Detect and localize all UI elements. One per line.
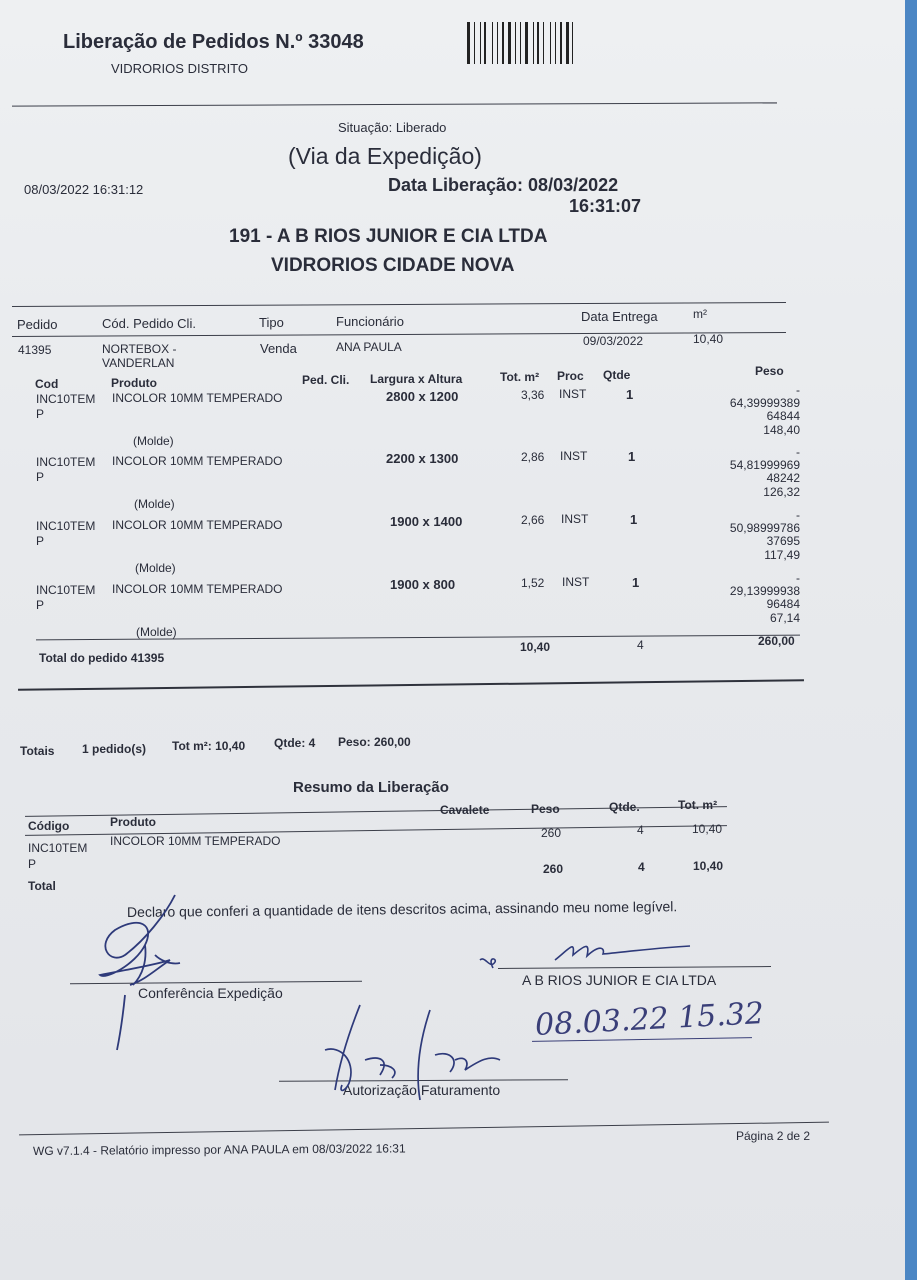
item-tot-m2: 2,86 — [521, 450, 545, 464]
barcode-bar — [494, 22, 495, 64]
col-tipo: Tipo — [259, 315, 284, 330]
item-product: INCOLOR 10MM TEMPERADO — [112, 582, 283, 596]
resumo-col-produto: Produto — [110, 815, 156, 829]
barcode-bar — [566, 22, 569, 64]
order-m2: 10,40 — [693, 332, 724, 346]
totals-qtde: Qtde: 4 — [274, 736, 316, 750]
resumo-row-cod-2: P — [28, 857, 37, 871]
barcode-bar — [472, 22, 473, 64]
item-product: INCOLOR 10MM TEMPERADO — [112, 454, 283, 468]
item-qtde: 1 — [630, 512, 638, 527]
item-qtde: 1 — [628, 449, 636, 464]
resumo-total-qtde: 4 — [638, 860, 645, 874]
col-funcionario: Funcionário — [336, 314, 404, 329]
resumo-row-qtde: 4 — [637, 823, 644, 837]
resumo-total-label: Total — [28, 879, 56, 893]
item-proc: INST — [561, 512, 589, 526]
item-weight-peso3: 148,40 — [763, 423, 800, 437]
order-client-code-2: VANDERLAN — [102, 356, 175, 370]
barcode-bar — [560, 22, 562, 64]
resumo-col-tot-m2: Tot. m² — [678, 798, 718, 812]
item-molde-label: (Molde) — [133, 434, 174, 448]
order-section-end-line — [18, 679, 804, 691]
barcode-bar — [484, 22, 486, 64]
barcode-bar — [570, 22, 571, 64]
barcode-bar — [543, 22, 544, 64]
item-weight-peso3: 126,32 — [763, 485, 800, 499]
item-weight-peso2: 96484 — [766, 597, 800, 611]
printed-timestamp: 08/03/2022 16:31:12 — [24, 182, 144, 197]
resumo-col-cavalete: Cavalete — [440, 803, 490, 817]
totals-label: Totais — [20, 744, 55, 758]
barcode-bar — [525, 22, 528, 64]
barcode-bar — [497, 22, 498, 64]
barcode-bar — [541, 22, 542, 64]
item-molde-label: (Molde) — [136, 625, 177, 639]
resumo-row-produto: INCOLOR 10MM TEMPERADO — [110, 834, 281, 848]
barcode-bar — [552, 22, 554, 64]
barcode-bar — [508, 22, 511, 64]
item-molde-label: (Molde) — [134, 497, 175, 511]
totals-m2: Tot m²: 10,40 — [172, 739, 246, 753]
items-col-largura-altura: Largura x Altura — [370, 372, 463, 386]
resumo-total-peso: 260 — [543, 862, 564, 876]
footer-line — [19, 1122, 829, 1136]
resumo-col-peso: Peso — [531, 802, 560, 816]
item-weight-peso-dash: - — [796, 508, 800, 522]
store-name: VIDRORIOS CIDADE NOVA — [271, 255, 515, 276]
barcode-bar — [502, 22, 504, 64]
item-code-line2: P — [36, 534, 45, 548]
barcode-bar — [476, 22, 478, 64]
item-dimensions: 2800 x 1200 — [386, 389, 459, 404]
item-code-line2: P — [36, 407, 45, 421]
item-molde-label: (Molde) — [135, 561, 176, 575]
item-weight-peso-dash: - — [796, 571, 800, 585]
col-data-entrega: Data Entrega — [581, 309, 658, 324]
order-header-bottom-line — [12, 332, 786, 337]
order-client-code-1: NORTEBOX - — [102, 342, 177, 356]
barcode-bar — [480, 22, 481, 64]
barcode-bar — [533, 22, 534, 64]
release-time: 16:31:07 — [569, 196, 642, 216]
item-code-line1: INC10TEM — [36, 455, 96, 469]
order-employee: ANA PAULA — [336, 340, 402, 354]
totals-pedidos: 1 pedido(s) — [82, 742, 147, 756]
client-name: 191 - A B RIOS JUNIOR E CIA LTDA — [229, 226, 548, 247]
company-subtitle: VIDRORIOS DISTRITO — [111, 61, 248, 76]
item-proc: INST — [559, 387, 587, 401]
item-dimensions: 1900 x 1400 — [390, 514, 463, 529]
barcode-bar — [515, 22, 516, 64]
declaration-text: Declaro que conferi a quantidade de itens descritos acima, assinando meu nome legível. — [126, 898, 678, 920]
barcode-bar — [537, 22, 539, 64]
item-tot-m2: 2,66 — [521, 513, 545, 527]
order-delivery-date: 09/03/2022 — [583, 334, 644, 348]
order-total-label: Total do pedido 41395 — [39, 651, 165, 665]
items-col-ped-cli: Ped. Cli. — [302, 373, 350, 387]
via-label: (Via da Expedição) — [288, 143, 482, 169]
barcode-bar — [550, 22, 551, 64]
conferencia-label: Conferência Expedição — [138, 985, 283, 1001]
barcode-bar — [517, 22, 519, 64]
barcode-bar — [492, 22, 493, 64]
item-dimensions: 2200 x 1300 — [386, 451, 459, 466]
item-proc: INST — [562, 575, 590, 589]
items-col-produto: Produto — [111, 376, 157, 390]
items-col-qtde: Qtde — [603, 368, 631, 382]
col-m2: m² — [693, 307, 707, 321]
resumo-col-qtde: Qtde. — [609, 800, 640, 814]
barcode-bar — [488, 22, 491, 64]
barcode-bar — [474, 22, 475, 64]
item-product: INCOLOR 10MM TEMPERADO — [112, 391, 283, 405]
barcode-icon — [467, 22, 599, 64]
handwritten-date: 08.03.22 15.32 — [534, 996, 765, 1043]
order-total-qtde: 4 — [637, 638, 644, 652]
item-weight-peso1: 29,13999938 — [729, 584, 800, 598]
conferencia-signature-icon — [85, 885, 285, 1055]
barcode-bar — [506, 22, 507, 64]
barcode-bar — [575, 22, 577, 64]
release-date: Data Liberação: 08/03/2022 — [388, 175, 619, 195]
items-col-peso: Peso — [755, 364, 784, 378]
item-tot-m2: 1,52 — [521, 576, 545, 590]
barcode-bar — [520, 22, 521, 64]
item-code-line1: INC10TEM — [36, 392, 96, 406]
footer-report-info: WG v7.1.4 - Relatório impresso por ANA PAULA em 08/03/2022 16:31 — [32, 1141, 406, 1158]
item-qtde: 1 — [626, 387, 634, 402]
barcode-bar — [523, 22, 524, 64]
order-header-top-line — [12, 302, 786, 307]
status-text: Situação: Liberado — [338, 120, 447, 135]
totals-peso: Peso: 260,00 — [338, 735, 411, 749]
resumo-title: Resumo da Liberação — [293, 779, 449, 796]
barcode-bar — [529, 22, 531, 64]
item-weight-peso-dash: - — [796, 383, 800, 397]
resumo-row-tot-m2: 10,40 — [692, 822, 723, 836]
footer-page-number: Página 2 de 2 — [736, 1129, 811, 1143]
item-weight-peso2: 48242 — [766, 471, 800, 485]
items-col-cod: Cod — [35, 377, 59, 391]
item-code-line2: P — [36, 598, 45, 612]
col-pedido: Pedido — [17, 317, 58, 332]
item-weight-peso3: 67,14 — [769, 611, 800, 625]
items-col-tot-m2: Tot. m² — [500, 370, 540, 384]
header-divider — [12, 102, 777, 106]
item-weight-peso3: 117,49 — [764, 548, 800, 562]
resumo-total-tot-m2: 10,40 — [693, 859, 724, 873]
barcode-bar — [563, 22, 564, 64]
order-type: Venda — [260, 341, 297, 356]
item-product: INCOLOR 10MM TEMPERADO — [112, 518, 283, 532]
item-weight-peso2: 37695 — [766, 534, 800, 548]
item-weight-peso1: 50,98999786 — [729, 521, 800, 535]
barcode-bar — [482, 22, 483, 64]
company-signature-icon — [475, 930, 705, 980]
barcode-bar — [499, 22, 501, 64]
autorizacao-label: Autorização Faturamento — [343, 1082, 501, 1098]
background-edge — [905, 0, 917, 1280]
item-code-line1: INC10TEM — [36, 519, 96, 533]
order-number: 41395 — [18, 343, 52, 357]
item-qtde: 1 — [632, 575, 640, 590]
resumo-col-codigo: Código — [28, 819, 70, 833]
order-total-peso: 260,00 — [758, 634, 795, 648]
item-weight-peso1: 64,39999389 — [729, 396, 800, 410]
item-weight-peso-dash: - — [796, 445, 800, 459]
item-code-line1: INC10TEM — [36, 583, 96, 597]
autorizacao-signature-icon — [320, 1000, 520, 1110]
order-total-m2: 10,40 — [520, 640, 551, 654]
barcode-bar — [555, 22, 556, 64]
items-col-proc: Proc — [557, 369, 584, 383]
barcode-bar — [467, 22, 470, 64]
resumo-row-cod-1: INC10TEM — [28, 841, 88, 855]
document-title: Liberação de Pedidos N.º 33048 — [63, 31, 364, 53]
col-cod-pedido-cli: Cód. Pedido Cli. — [102, 316, 196, 331]
item-tot-m2: 3,36 — [521, 388, 545, 402]
barcode-bar — [558, 22, 559, 64]
item-proc: INST — [560, 449, 588, 463]
barcode-bar — [535, 22, 536, 64]
barcode-bar — [545, 22, 548, 64]
barcode-bar — [512, 22, 513, 64]
item-weight-peso1: 54,81999969 — [729, 458, 800, 472]
item-dimensions: 1900 x 800 — [390, 577, 456, 592]
company-signature-label: A B RIOS JUNIOR E CIA LTDA — [522, 972, 717, 988]
resumo-row-peso: 260 — [541, 826, 562, 840]
barcode-bar — [572, 22, 573, 64]
item-weight-peso2: 64844 — [766, 409, 800, 423]
item-code-line2: P — [36, 470, 45, 484]
